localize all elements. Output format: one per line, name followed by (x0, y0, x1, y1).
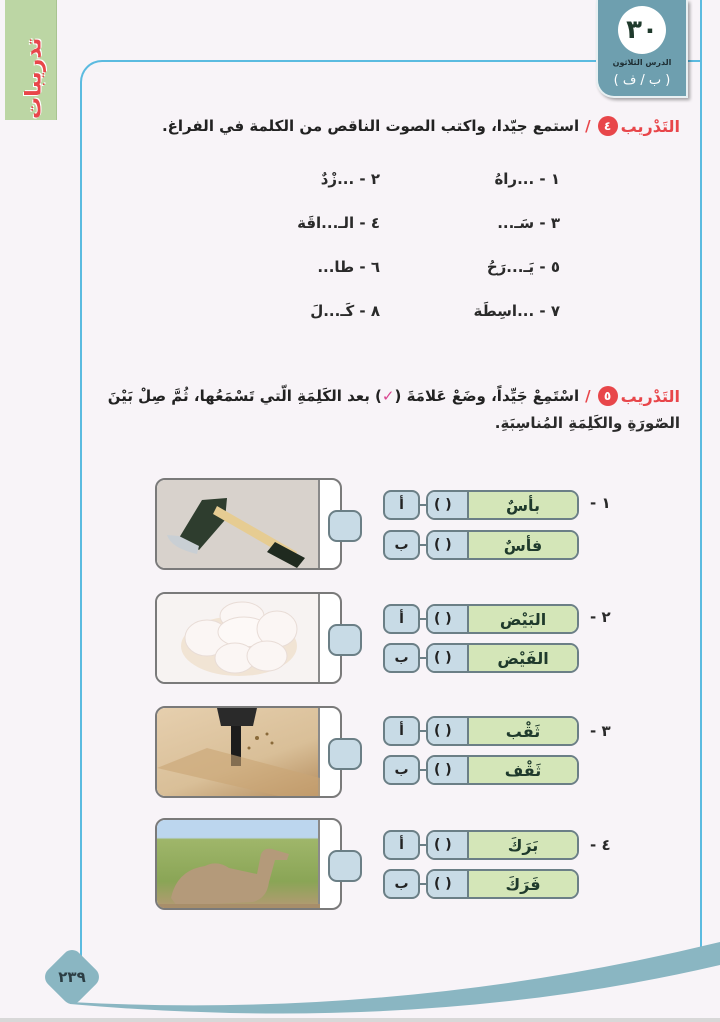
exercise-slash: / (585, 117, 591, 135)
exercise-number-badge: ٥ (598, 386, 618, 406)
exercise-5-header (108, 386, 680, 406)
option-letter: أ (383, 830, 420, 860)
option-row[interactable] (383, 604, 579, 634)
picture-card-eggs (155, 592, 342, 684)
option-word: ثَقْب (469, 718, 577, 744)
option-letter: ب (383, 530, 420, 560)
page-bottom-edge (0, 1018, 720, 1022)
option-letter: ب (383, 869, 420, 899)
question-number: ٢ - (590, 608, 611, 626)
connect-dot[interactable] (328, 624, 362, 656)
option-word: بأسٌ (469, 492, 577, 518)
check-box[interactable]: ( ) (428, 606, 469, 632)
option-box (426, 830, 579, 860)
option-box (426, 755, 579, 785)
option-word: فَرَكَ (469, 871, 577, 897)
exercise-instruction-cont: ) بعد الكَلِمَةِ الّتي تَسْمَعُها، ثُمَّ صِلْ بَيْنَ (107, 387, 382, 405)
connect-dot[interactable] (328, 850, 362, 882)
fill-blank-item[interactable]: ٣ - سَـ... (497, 214, 560, 232)
page-number: ٢٣٩ (58, 968, 86, 986)
exercise-label: التَدْريب (620, 386, 680, 406)
camel-image (157, 820, 320, 908)
exercise-instruction: استمع جيّدا، واكتب الصوت الناقص من الكلمة في الفراغ. (161, 117, 580, 135)
option-box (426, 643, 579, 673)
picture-card-camel (155, 818, 342, 910)
exercise-5-instruction-line2: الصّورَةِ والكَلِمَةِ المُناسِبَةِ. (494, 414, 680, 432)
lesson-title: الدرس الثلاثون (612, 58, 672, 67)
picture-card-drill (155, 706, 342, 798)
exercise-4-items (200, 170, 560, 326)
check-box[interactable]: ( ) (428, 757, 469, 783)
option-row[interactable] (383, 490, 579, 520)
option-box (426, 530, 579, 560)
option-row[interactable] (383, 830, 579, 860)
exercise-label: التَدْريب (620, 116, 680, 136)
fill-blank-item[interactable]: ٥ - يَـ...رَحُ (486, 258, 560, 276)
lesson-badge (596, 0, 688, 98)
fill-blank-item[interactable]: ٨ - كَـ...لَ (310, 302, 380, 320)
fill-blank-item[interactable]: ٦ - طا... (317, 258, 380, 276)
check-box[interactable]: ( ) (428, 832, 469, 858)
exercise-4-header (162, 116, 680, 136)
connect-dot[interactable] (328, 738, 362, 770)
axe-image (157, 480, 320, 568)
option-box (426, 604, 579, 634)
option-word: الفَيْض (469, 645, 577, 671)
drill-image (157, 708, 320, 796)
check-box[interactable]: ( ) (428, 871, 469, 897)
option-row[interactable] (383, 755, 579, 785)
option-box (426, 716, 579, 746)
eggs-image (157, 594, 320, 682)
fill-blank-item[interactable]: ٢ - ...زْدٌ (320, 170, 380, 188)
option-row[interactable] (383, 643, 579, 673)
exercise-number-badge: ٤ (598, 116, 618, 136)
option-letter: أ (383, 716, 420, 746)
side-tab-label: تدريبات (21, 37, 47, 119)
question-number: ٤ - (590, 836, 611, 854)
fill-blank-item[interactable]: ٧ - ...اسِطَة (473, 302, 560, 320)
option-word: بَرَكَ (469, 832, 577, 858)
footer-swoosh (0, 930, 720, 1022)
exercise-slash: / (585, 387, 591, 405)
check-box[interactable]: ( ) (428, 718, 469, 744)
option-letter: ب (383, 643, 420, 673)
picture-card-axe (155, 478, 342, 570)
lesson-letters: ( ب / ف ) (613, 73, 671, 88)
option-box (426, 869, 579, 899)
option-row[interactable] (383, 716, 579, 746)
lesson-number: ٣٠ (618, 6, 666, 54)
option-row[interactable] (383, 530, 579, 560)
check-mark-icon: ✓ (381, 387, 395, 405)
option-word: البَيْض (469, 606, 577, 632)
frame-right-border (700, 0, 702, 960)
option-word: ثَقْف (469, 757, 577, 783)
check-box[interactable]: ( ) (428, 645, 469, 671)
exercise-instruction: اسْتَمِعْ جَيِّداً، وضَعْ عَلامَةَ ( (394, 387, 580, 405)
question-number: ١ - (590, 494, 611, 512)
fill-blank-item[interactable]: ٤ - الـ...اقَة (297, 214, 380, 232)
connect-dot[interactable] (328, 510, 362, 542)
option-box (426, 490, 579, 520)
check-box[interactable]: ( ) (428, 532, 469, 558)
section-side-tab (5, 0, 57, 120)
option-letter: أ (383, 490, 420, 520)
check-box[interactable]: ( ) (428, 492, 469, 518)
option-row[interactable] (383, 869, 579, 899)
option-letter: أ (383, 604, 420, 634)
option-word: فأسٌ (469, 532, 577, 558)
option-letter: ب (383, 755, 420, 785)
fill-blank-item[interactable]: ١ - ...راهُ (494, 170, 560, 188)
question-number: ٣ - (590, 722, 611, 740)
